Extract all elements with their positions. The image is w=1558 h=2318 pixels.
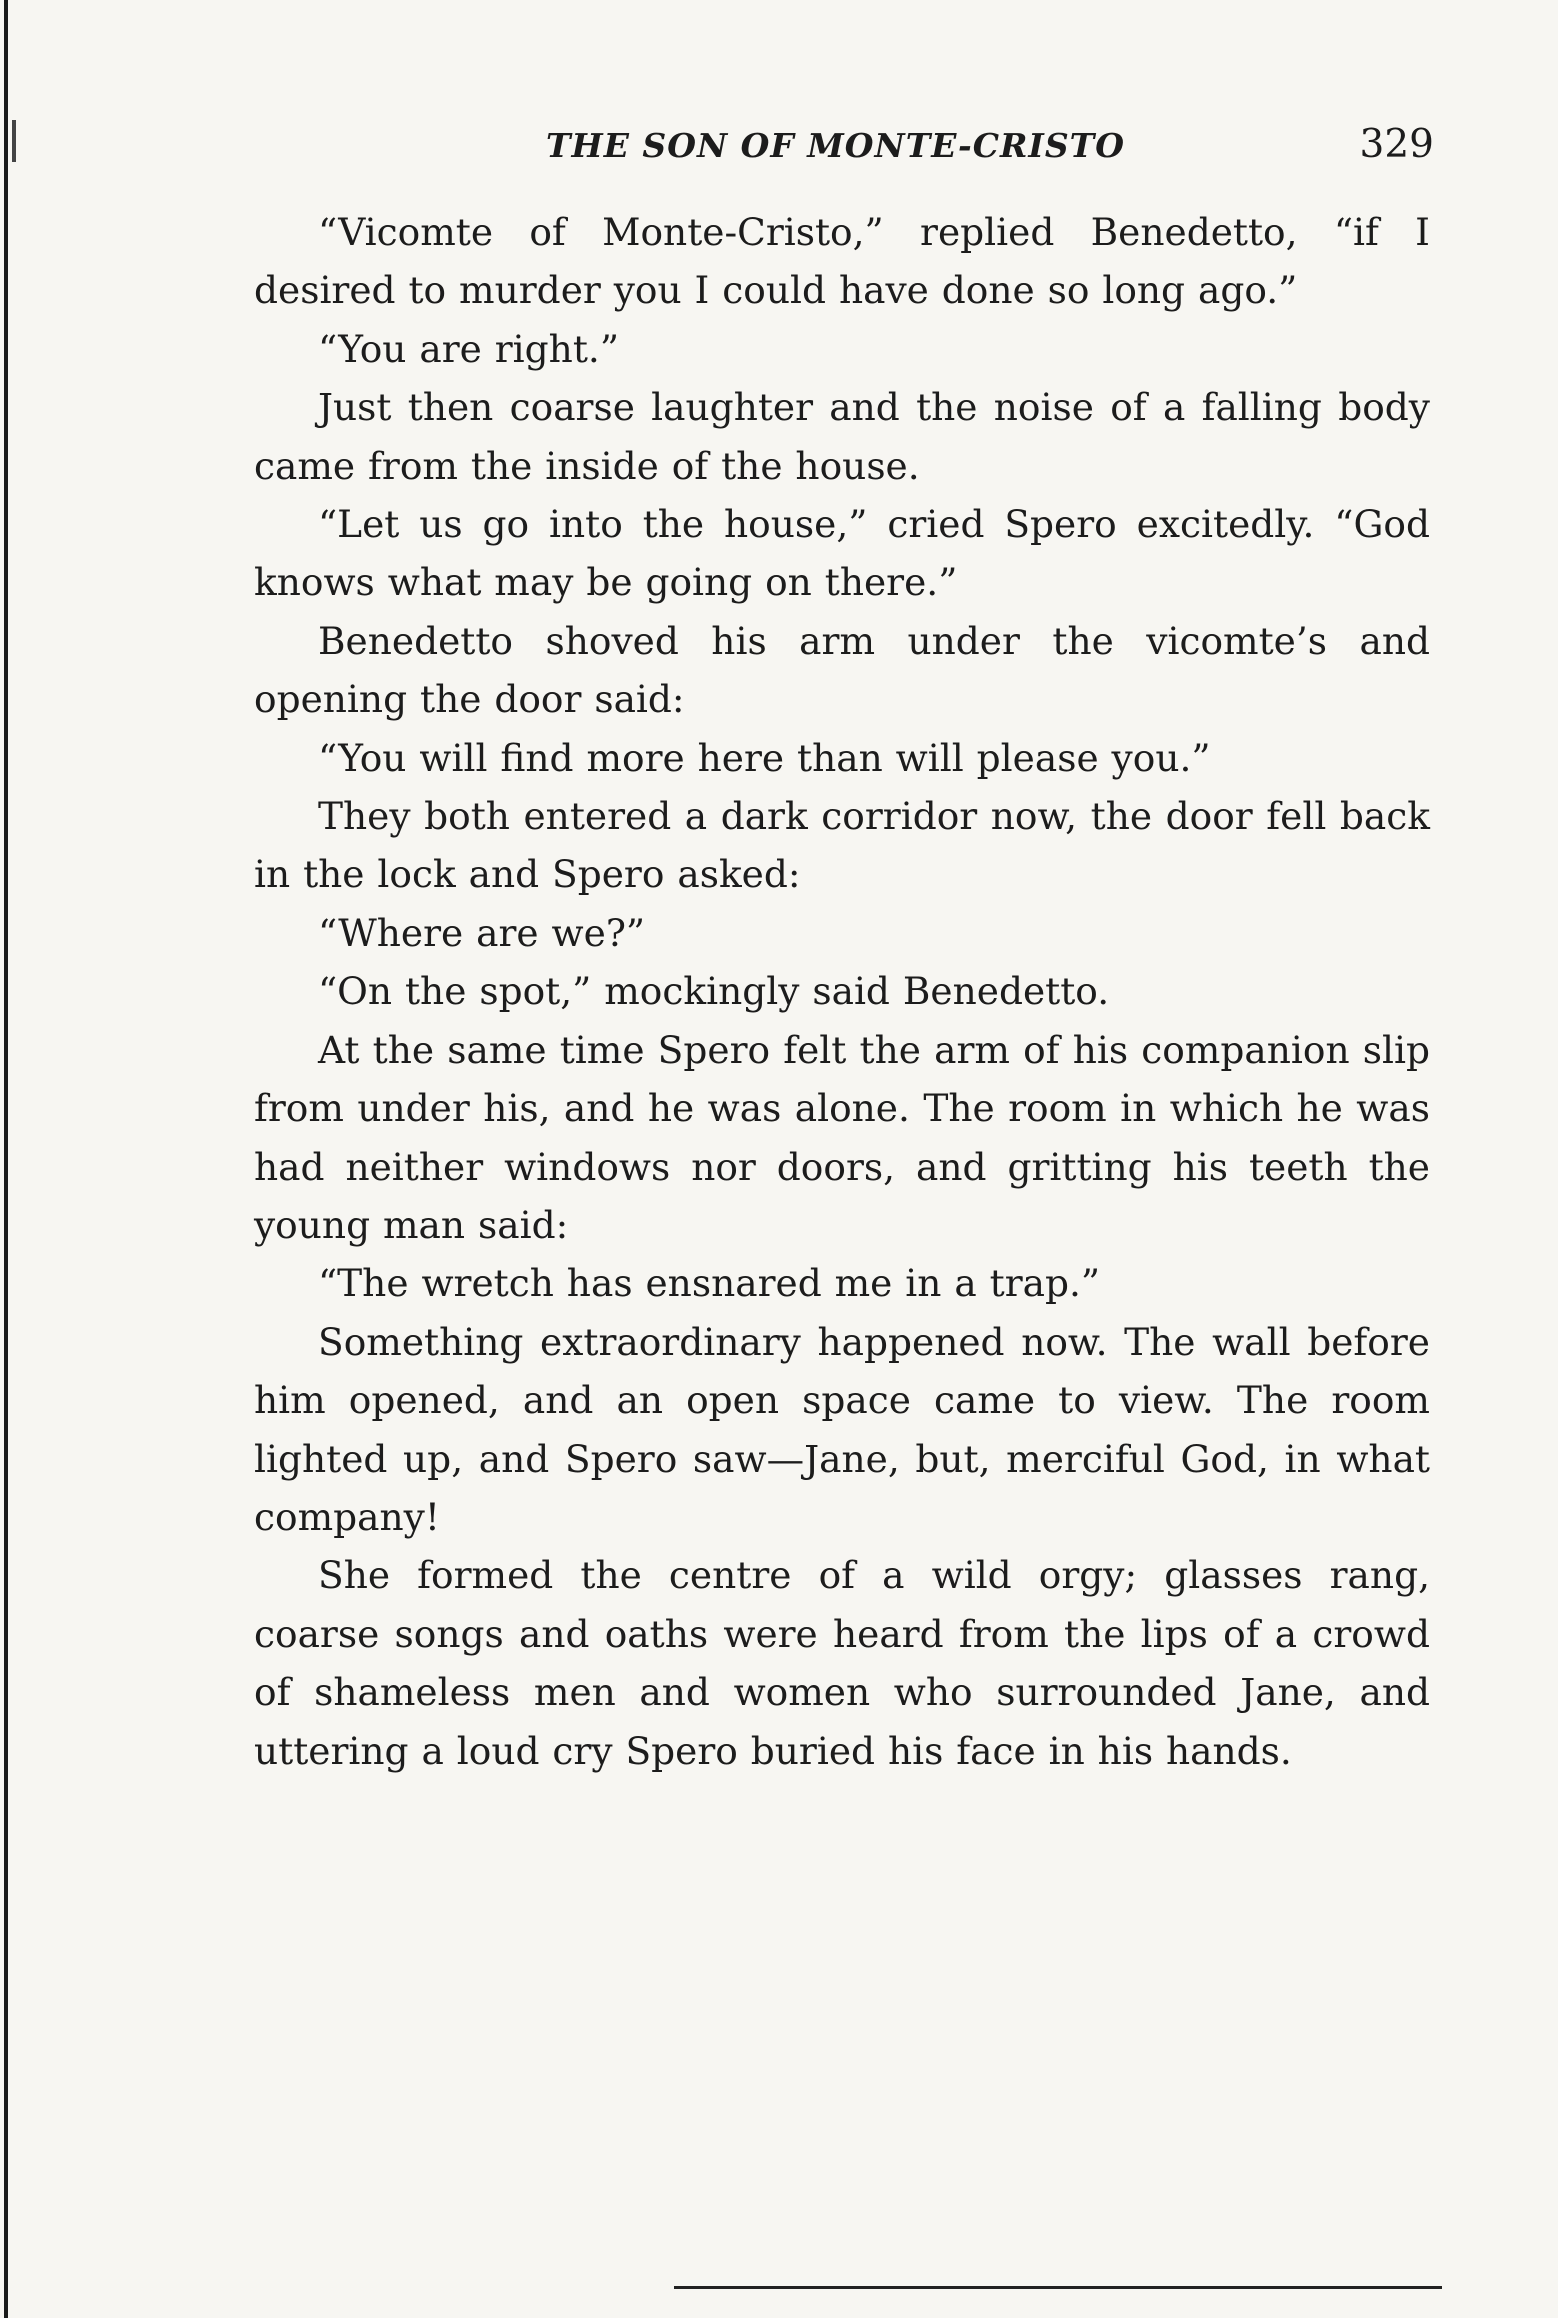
body-text bbox=[254, 203, 1430, 1780]
page-binding-edge bbox=[0, 0, 10, 2318]
paragraph: At the same time Spero felt the arm of his companion slip from under his, and he was alone. The room in which he was had neither windows nor doors, and gritting his teeth the young man said: bbox=[254, 1027, 1430, 1247]
paragraph: “Where are we?” bbox=[318, 910, 646, 955]
paragraph: “You are right.” bbox=[318, 326, 619, 371]
paragraph: “Vicomte of Monte-Cristo,” replied Benedetto, “if I desired to murder you I could have done so long ago.” bbox=[254, 210, 1430, 313]
page-number: 329 bbox=[1359, 122, 1434, 167]
paragraph: Something extraordinary happened now. The wall before him opened, and an open space came to view. The room lighted up, and Spero saw—Jane, but, merciful God, in what company! bbox=[254, 1319, 1430, 1539]
paragraph: “On the spot,” mockingly said Benedetto. bbox=[318, 969, 1110, 1014]
paragraph: They both entered a dark corridor now, the door fell back in the lock and Spero asked: bbox=[254, 794, 1430, 897]
paragraph: Just then coarse laughter and the noise of a falling body came from the inside of the house. bbox=[254, 385, 1430, 488]
footer-rule bbox=[674, 2286, 1442, 2289]
paragraph: Benedetto shoved his arm under the vicomte’s and opening the door said: bbox=[254, 618, 1430, 722]
paragraph: “The wretch has ensnared me in a trap.” bbox=[318, 1261, 1101, 1306]
running-title: THE SON OF MONTE-CRISTO bbox=[546, 126, 1125, 165]
binding-mark bbox=[12, 120, 16, 162]
paragraph: “Let us go into the house,” cried Spero excitedly. “God knows what may be going on there.” bbox=[254, 502, 1430, 605]
paragraph: She formed the centre of a wild orgy; glasses rang, coarse songs and oaths were heard from the lips of a crowd of shameless men and women who surrounded Jane, and uttering a loud cry Spero buried his face in his hands. bbox=[254, 1553, 1430, 1773]
paragraph: “You will find more here than will please you.” bbox=[318, 735, 1211, 780]
page-header bbox=[254, 118, 1446, 174]
